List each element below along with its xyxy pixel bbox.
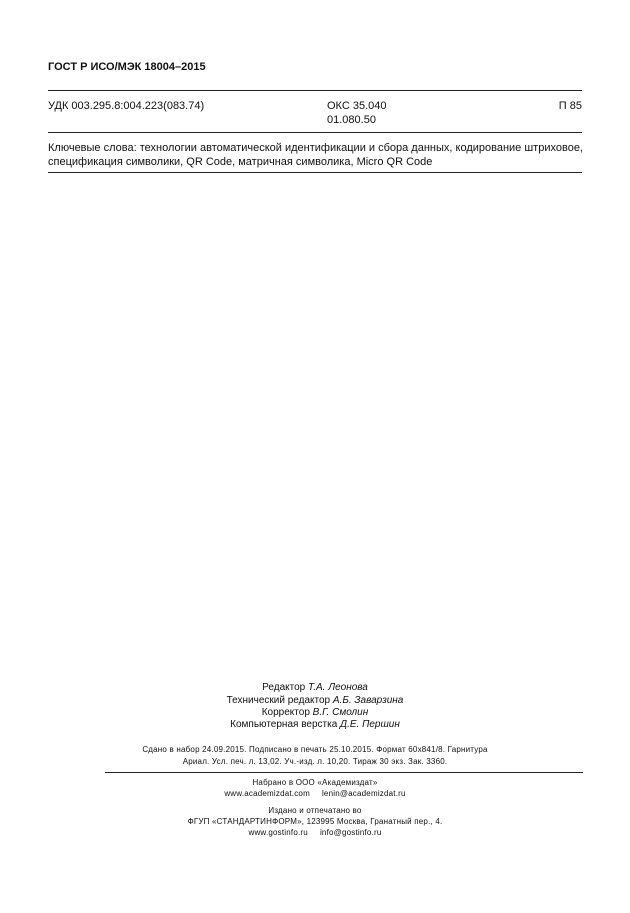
- credit-tech-editor: [0, 695, 630, 706]
- publisher-contacts: [0, 828, 630, 837]
- publisher-line1: Издано и отпечатано во: [268, 806, 362, 815]
- credit-proofreader: [0, 707, 630, 718]
- udk-code: УДК 003.295.8:004.223(083.74): [48, 100, 205, 112]
- classification-divider: [48, 132, 582, 133]
- document-header-title: ГОСТ Р ИСО/МЭК 18004–2015: [48, 61, 206, 73]
- print-info-line2: Ариал. Усл. печ. л. 13,02. Уч.-изд. л. 10,20. Тираж 30 экз. Зак. 3360.: [182, 757, 448, 766]
- credit-name: Т.А. Леонова: [307, 682, 368, 693]
- oks-code-line1: ОКС 35.040: [327, 100, 387, 112]
- typeset-line1: Набрано в ООО «Академиздат»: [252, 778, 378, 787]
- publisher-site-link: www.gostinfo.ru: [248, 828, 308, 837]
- publisher-line2: ФГУП «СТАНДАРТИНФОРМ», 123995 Москва, Гранатный пер., 4.: [187, 817, 443, 826]
- oks-code-line2: 01.080.50: [327, 114, 376, 126]
- credit-name: А.Б. Заварзина: [332, 695, 404, 706]
- imprint-divider: [105, 772, 583, 773]
- header-divider: [48, 90, 582, 91]
- credit-name: В.Г. Смолин: [312, 707, 369, 718]
- credit-role: Технический редактор: [226, 695, 333, 706]
- credit-editor: [0, 682, 630, 693]
- typeset-email-link: lenin@academizdat.ru: [321, 789, 406, 798]
- credit-role: Компьютерная верстка: [230, 719, 341, 730]
- credit-name: Д.Е. Першин: [340, 719, 400, 730]
- keywords-divider: [48, 172, 582, 173]
- print-info-line1: Сдано в набор 24.09.2015. Подписано в печать 25.10.2015. Формат 60x841/8. Гарнитура: [142, 745, 488, 754]
- typeset-site-link: www.academizdat.com: [224, 789, 310, 798]
- credit-role: Корректор: [261, 707, 313, 718]
- group-code: П 85: [558, 100, 582, 112]
- keywords-line2: спецификация символики, QR Code, матричная символика, Micro QR Code: [48, 156, 433, 168]
- publisher-email-link: info@gostinfo.ru: [319, 828, 382, 837]
- credit-layout: [0, 719, 630, 730]
- keywords-line1: Ключевые слова: технологии автоматической идентификации и сбора данных, кодирование штриховое,: [48, 142, 583, 154]
- typeset-contacts: [0, 789, 630, 798]
- keywords-block: [48, 141, 588, 169]
- credit-role: Редактор: [262, 682, 308, 693]
